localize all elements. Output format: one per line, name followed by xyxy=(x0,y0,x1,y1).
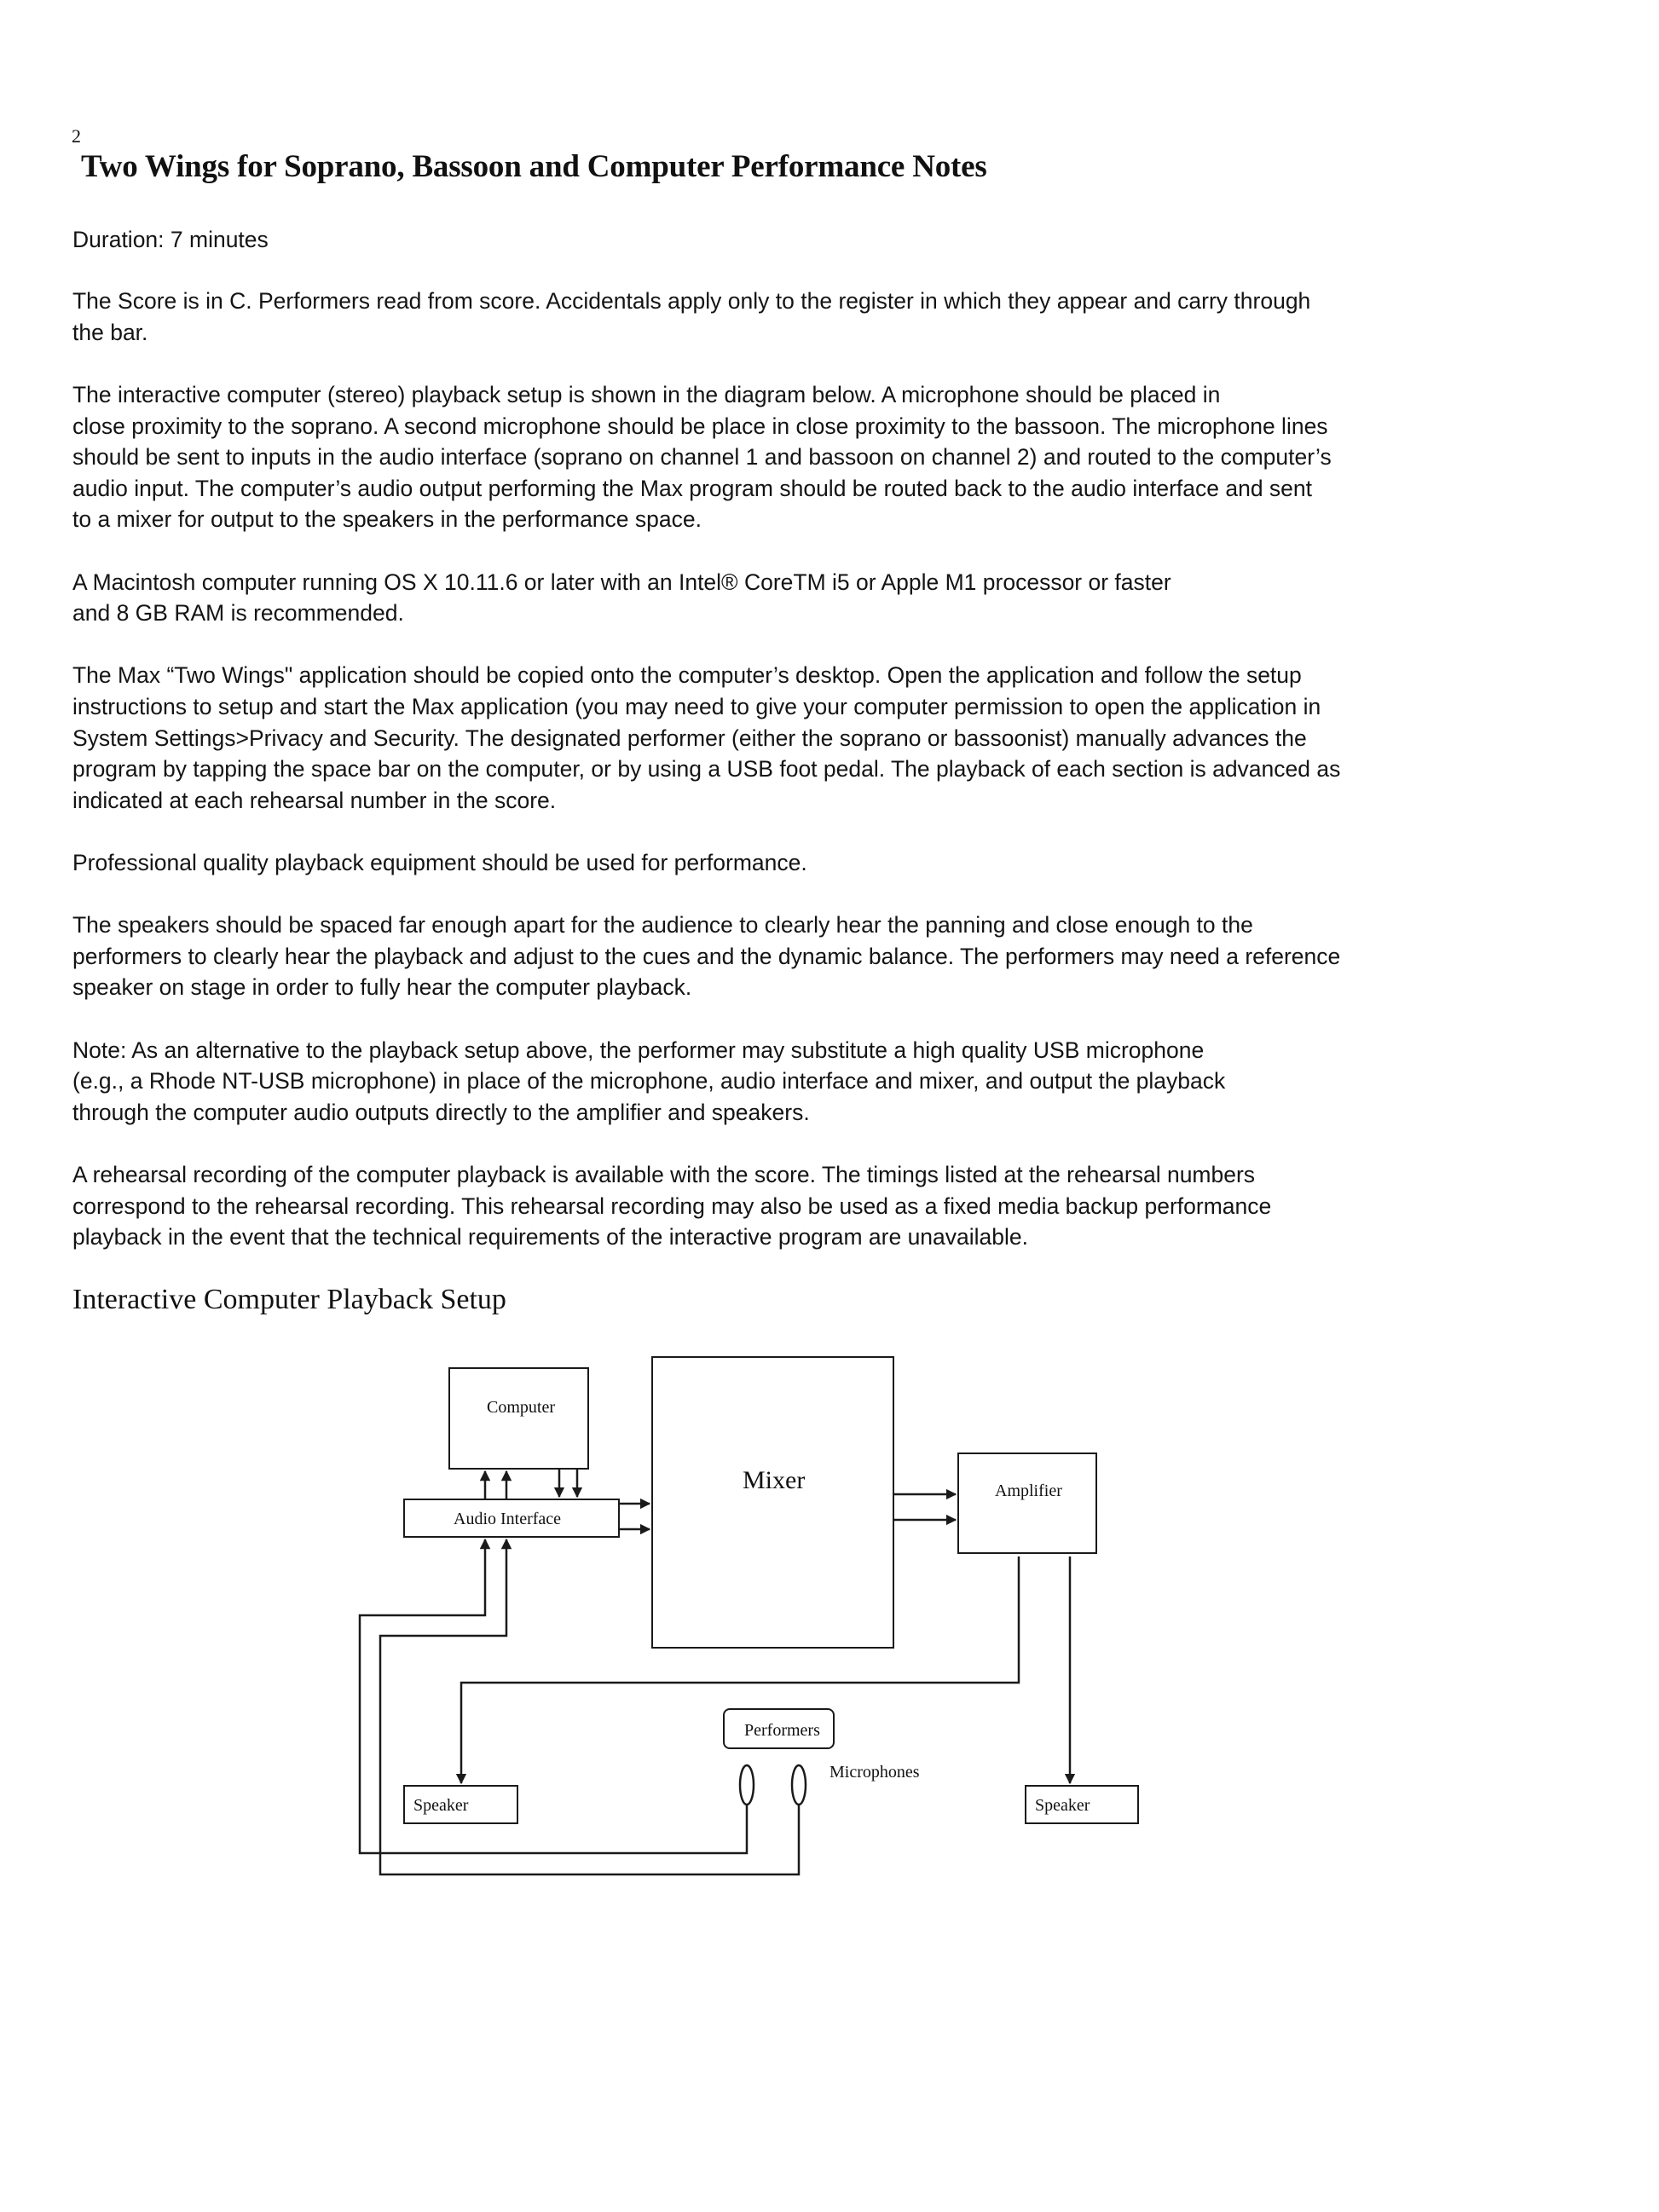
speakers-paragraph-line: speaker on stage in order to fully hear the computer playback. xyxy=(72,974,692,1000)
speaker-right-box xyxy=(1025,1785,1139,1824)
audio-interface-box xyxy=(403,1499,620,1538)
microphones-label: Microphones xyxy=(830,1763,920,1782)
speakers-paragraph-line: performers to clearly hear the playback and adjust to the cues and the dynamic balance. The performers may need a reference xyxy=(72,944,1341,969)
equipment-paragraph-line: Professional quality playback equipment should be used for performance. xyxy=(72,850,807,875)
score-paragraph-line: The Score is in C. Performers read from score. Accidentals apply only to the register in which they appear and carry through xyxy=(72,288,1311,314)
mixer-label: Mixer xyxy=(743,1466,806,1494)
computer-label: Computer xyxy=(487,1398,555,1417)
application-paragraph-line: indicated at each rehearsal number in the score. xyxy=(72,788,557,813)
application-paragraph-line: program by tapping the space bar on the computer, or by using a USB foot pedal. The playback of each section is advanced as xyxy=(72,756,1341,782)
note-paragraph-line: through the computer audio outputs directly to the amplifier and speakers. xyxy=(72,1100,810,1125)
setup-paragraph-line: audio input. The computer’s audio output performing the Max program should be routed back to the audio interface and sent xyxy=(72,476,1313,501)
setup-paragraph-line: The interactive computer (stereo) playback setup is shown in the diagram below. A microphone should be placed in xyxy=(72,382,1221,407)
page-title: Two Wings for Soprano, Bassoon and Computer Performance Notes xyxy=(81,149,987,184)
microphone-icon xyxy=(792,1765,806,1805)
application-paragraph-line: System Settings>Privacy and Security. The designated performer (either the soprano or bassoonist) manually advances the xyxy=(72,725,1307,751)
note-paragraph-line: Note: As an alternative to the playback setup above, the performer may substitute a high quality USB microphone xyxy=(72,1037,1205,1063)
mixer-box xyxy=(651,1356,894,1649)
rehearsal-paragraph-line: correspond to the rehearsal recording. This rehearsal recording may also be used as a fixed media backup performance xyxy=(72,1193,1272,1219)
microphone-icon xyxy=(740,1765,754,1805)
amplifier-box xyxy=(957,1453,1097,1554)
rehearsal-paragraph-line: playback in the event that the technical requirements of the interactive program are unavailable. xyxy=(72,1224,1029,1250)
speaker-left-label: Speaker xyxy=(413,1796,469,1815)
note-paragraph-line: (e.g., a Rhode NT-USB microphone) in place of the microphone, audio interface and mixer, and output the playback xyxy=(72,1068,1226,1094)
speaker-right-label: Speaker xyxy=(1035,1796,1090,1815)
setup-paragraph-line: should be sent to inputs in the audio interface (soprano on channel 1 and bassoon on channel 2) and routed to the computer’s xyxy=(72,444,1332,470)
rehearsal-paragraph-line: A rehearsal recording of the computer playback is available with the score. The timings listed at the rehearsal numbers xyxy=(72,1162,1256,1187)
speaker-left-box xyxy=(403,1785,518,1824)
setup-paragraph-line: to a mixer for output to the speakers in the performance space. xyxy=(72,506,702,532)
score-paragraph-line: the bar. xyxy=(72,320,148,345)
amplifier-label: Amplifier xyxy=(995,1481,1062,1500)
performers-box xyxy=(723,1708,835,1749)
performers-label: Performers xyxy=(744,1721,820,1740)
requirements-paragraph-line: and 8 GB RAM is recommended. xyxy=(72,600,404,626)
setup-paragraph-line: close proximity to the soprano. A second microphone should be place in close proximity to the bassoon. The microphone lines xyxy=(72,413,1328,439)
speakers-paragraph-line: The speakers should be spaced far enough apart for the audience to clearly hear the panning and close enough to the xyxy=(72,912,1253,938)
diagram-heading: Interactive Computer Playback Setup xyxy=(72,1284,506,1315)
page-number: 2 xyxy=(72,125,81,147)
computer-box xyxy=(448,1367,589,1470)
duration-text: Duration: 7 minutes xyxy=(72,227,269,252)
application-paragraph-line: instructions to setup and start the Max application (you may need to give your computer permission to open the application in xyxy=(72,694,1321,719)
audio-interface-label: Audio Interface xyxy=(454,1510,562,1528)
application-paragraph-line: The Max “Two Wings" application should be copied onto the computer’s desktop. Open the application and follow the setup xyxy=(72,662,1302,688)
requirements-paragraph-line: A Macintosh computer running OS X 10.11.6 or later with an Intel® CoreTM i5 or Apple M1 processor or faster xyxy=(72,569,1171,595)
